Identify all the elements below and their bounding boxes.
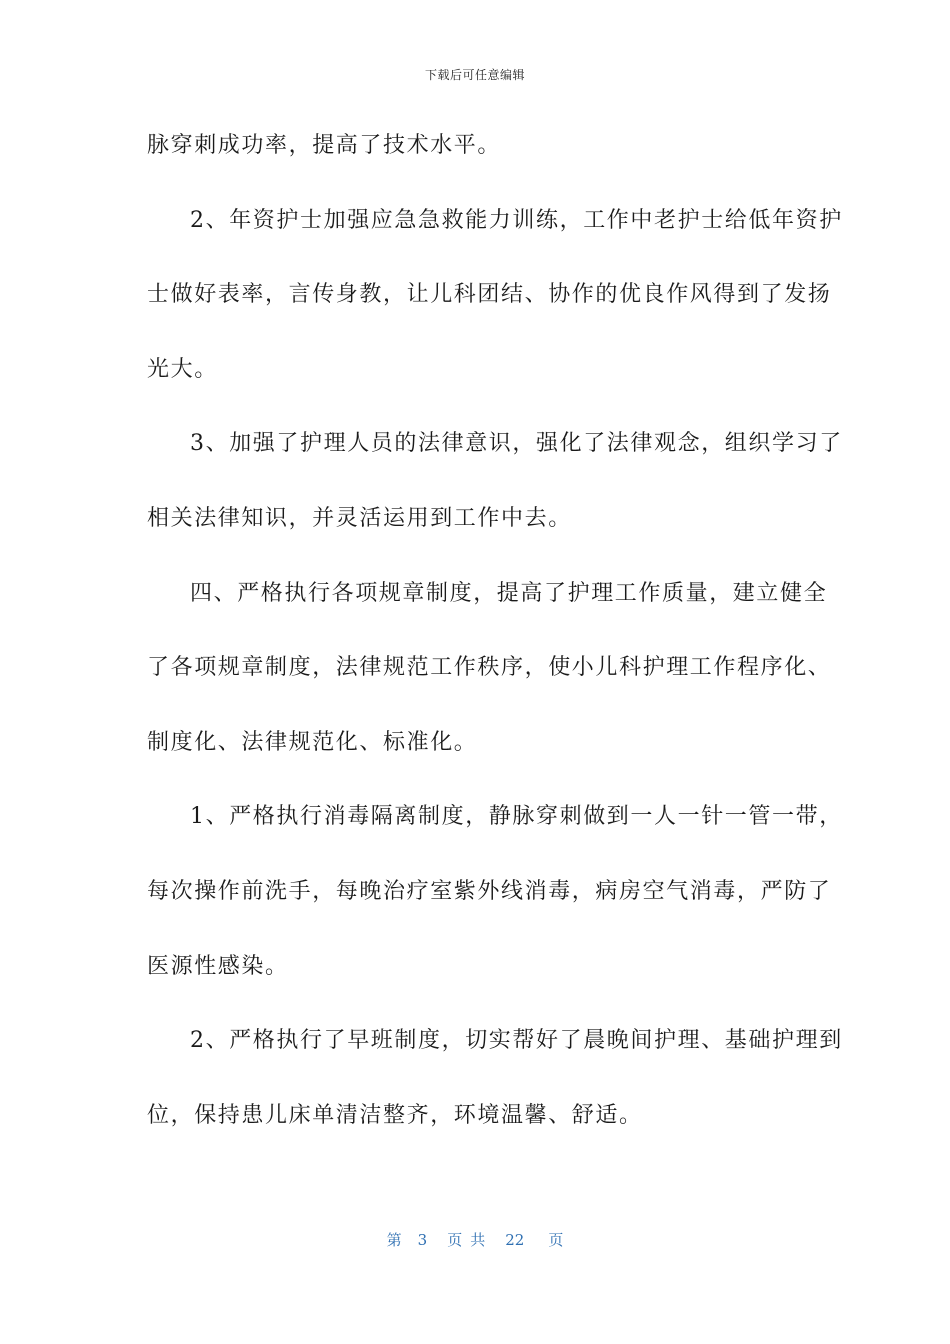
page-footer — [0, 1229, 950, 1250]
paragraph-line: 光大。 — [147, 356, 218, 382]
footer-total-label: 共 — [470, 1231, 486, 1249]
paragraph-line: 脉穿刺成功率，提高了技术水平。 — [147, 133, 502, 158]
footer-total-unit: 页 — [548, 1231, 564, 1249]
paragraph-line: 每次操作前洗手，每晚治疗室紫外线消毒，病房空气消毒，严防了 — [147, 878, 832, 904]
paragraph-line: 制度化、法律规范化、标准化。 — [147, 729, 478, 755]
footer-total-pages: 22 — [505, 1231, 525, 1249]
paragraph-line: 1、严格执行消毒隔离制度，静脉穿刺做到一人一针一管一带， — [190, 804, 843, 830]
paragraph-line: 2、严格执行了早班制度，切实帮好了晨晚间护理、基础护理到 — [190, 1028, 843, 1054]
paragraph-line: 了各项规章制度，法律规范工作秩序，使小儿科护理工作程序化、 — [147, 655, 832, 681]
paragraph-line: 医源性感染。 — [147, 953, 289, 979]
document-body — [147, 122, 843, 1166]
paragraph-line: 士做好表率，言传身教，让儿科团结、协作的优良作风得到了发扬 — [147, 282, 832, 308]
paragraph-line: 3、加强了护理人员的法律意识，强化了法律观念，组织学习了 — [190, 431, 843, 457]
page-header-note: 下载后可任意编辑 — [424, 68, 525, 82]
paragraph-line: 四、严格执行各项规章制度，提高了护理工作质量，建立健全 — [190, 580, 828, 606]
paragraph-line: 2、年资护士加强应急急救能力训练，工作中老护士给低年资护 — [190, 207, 843, 233]
footer-page-unit: 页 — [447, 1231, 463, 1249]
footer-page-number: 3 — [417, 1231, 428, 1249]
paragraph-line: 相关法律知识，并灵活运用到工作中去。 — [147, 505, 572, 531]
paragraph-line: 位，保持患儿床单清洁整齐，环境温馨、舒适。 — [147, 1102, 643, 1128]
footer-page-label: 第 — [386, 1231, 402, 1249]
